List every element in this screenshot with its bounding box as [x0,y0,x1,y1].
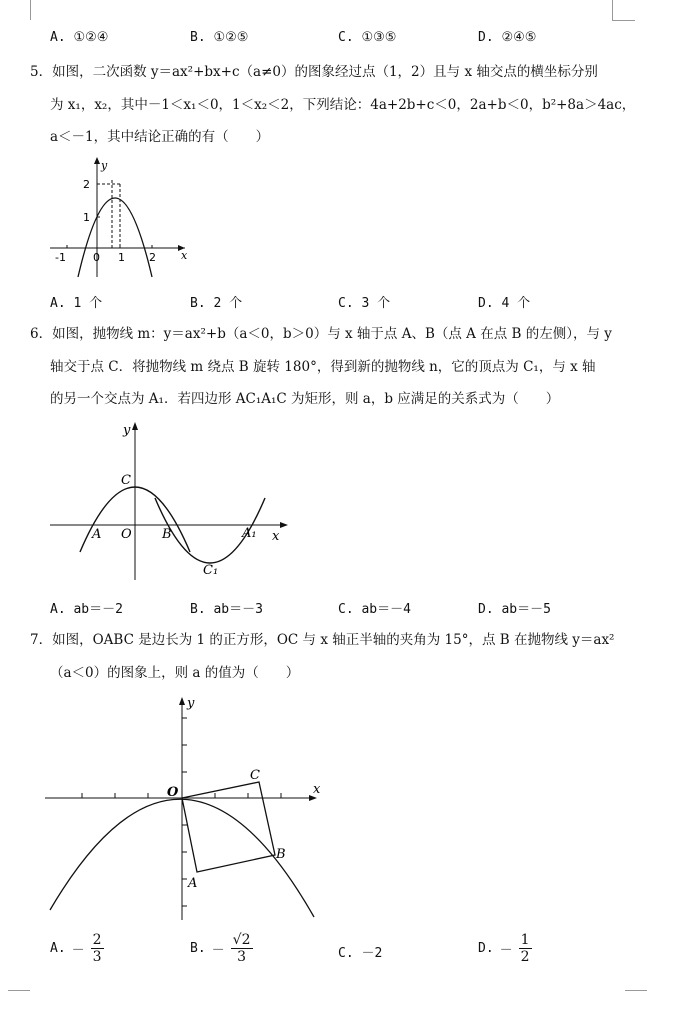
q7-option-c[interactable]: C. －2 [338,946,383,961]
q7-option-b[interactable] [190,932,253,965]
q7-option-b-sign: － [211,943,225,958]
prev-option-b[interactable]: B. ①②⑤ [190,30,249,45]
q7-option-b-fraction [231,932,253,965]
q6-option-d[interactable]: D. ab＝－5 [478,602,551,617]
q6-label-y: y [123,423,131,438]
q5-label-x1: 1 [118,251,125,264]
q6-label-b: B [162,527,172,542]
q5-option-b[interactable]: B. 2 个 [190,296,243,311]
q7-option-a-numerator: 2 [92,932,102,948]
q5-option-c[interactable]: C. 3 个 [338,296,391,311]
q6-label-c: C [121,473,131,488]
q7-label-x: x [313,782,321,797]
q7-option-d-sign: － [499,943,513,958]
q5-text-line3: a＜－1，其中结论正确的有（ ） [50,129,270,145]
q5-option-a[interactable]: A. 1 个 [50,296,103,311]
q7-label-y: y [187,696,195,711]
q7-figure-square-parabola [45,695,345,925]
q5-text-line1: 5．如图，二次函数 y＝ax²+bx+c（a≠0）的图象经过点（1，2）且与 x 轴交点的横坐标分别 [30,64,598,80]
q7-option-d-fraction [519,932,532,965]
q7-label-o: O [167,785,179,800]
q7-text-line2: （a＜0）的图象上，则 a 的值为（ ） [50,665,300,681]
q7-option-b-numerator: √2 [232,932,251,948]
q5-label-y: y [101,159,108,172]
q5-label-x0: 0 [93,251,100,264]
q7-option-b-prefix: B. [190,941,206,956]
q7-option-a-fraction [91,932,104,965]
q5-figure-parabola [45,155,190,280]
q7-option-d-numerator: 1 [520,932,530,948]
q6-label-o: O [121,527,132,542]
q7-option-a-denominator: 3 [92,949,102,965]
q6-label-x: x [272,529,280,544]
q7-option-d-denominator: 2 [520,949,530,965]
q5-label-y1: 1 [83,211,90,224]
q5-label-x: x [181,249,188,262]
q7-option-a-prefix: A. [50,941,66,956]
q5-label-y2: 2 [83,178,90,191]
q6-text-line3: 的另一个交点为 A₁．若四边形 AC₁A₁C 为矩形，则 a，b 应满足的关系式为（ ） [50,391,560,407]
corner-mark-top-right [612,0,635,21]
q7-option-b-denominator: 3 [237,949,247,965]
q6-option-c[interactable]: C. ab＝－4 [338,602,411,617]
q5-label-xm1: -1 [55,251,66,264]
corner-mark-top-left [8,0,31,20]
q6-text-line1: 6．如图，抛物线 m：y＝ax²+b（a＜0，b＞0）与 x 轴于点 A、B（点 A 在点 B 的左侧），与 y [30,326,612,342]
q6-label-c1: C₁ [203,563,219,578]
q5-text-line2: 为 x₁，x₂，其中－1＜x₁＜0，1＜x₂＜2，下列结论：4a+2b+c＜0，2a+b＜0，b²+8a＞4ac， [50,97,636,113]
q7-label-b: B [276,847,286,862]
q6-option-b[interactable]: B. ab＝－3 [190,602,263,617]
prev-option-d[interactable]: D. ②④⑤ [478,30,537,45]
q6-figure-two-parabolas [45,420,295,585]
prev-option-c[interactable]: C. ①③⑤ [338,30,397,45]
q5-label-x2: 2 [149,251,156,264]
q6-option-a[interactable]: A. ab＝－2 [50,602,123,617]
q7-text-line1: 7．如图，OABC 是边长为 1 的正方形，OC 与 x 轴正半轴的夹角为 15°，点 B 在抛物线 y＝ax² [30,632,615,648]
q6-text-line2: 轴交于点 C．将抛物线 m 绕点 B 旋转 180°，得到新的抛物线 n，它的顶点为 C₁，与 x 轴 [50,359,596,375]
q7-option-d[interactable] [478,932,532,965]
q7-option-d-prefix: D. [478,941,494,956]
q6-label-a1: A₁ [242,526,257,541]
q7-label-a: A [188,876,198,891]
q6-label-a: A [92,527,102,542]
prev-option-a[interactable]: A. ①②④ [50,30,109,45]
q5-option-d[interactable]: D. 4 个 [478,296,531,311]
q7-option-a[interactable] [50,932,104,965]
q7-label-c: C [250,768,260,783]
q7-option-a-sign: － [71,943,85,958]
